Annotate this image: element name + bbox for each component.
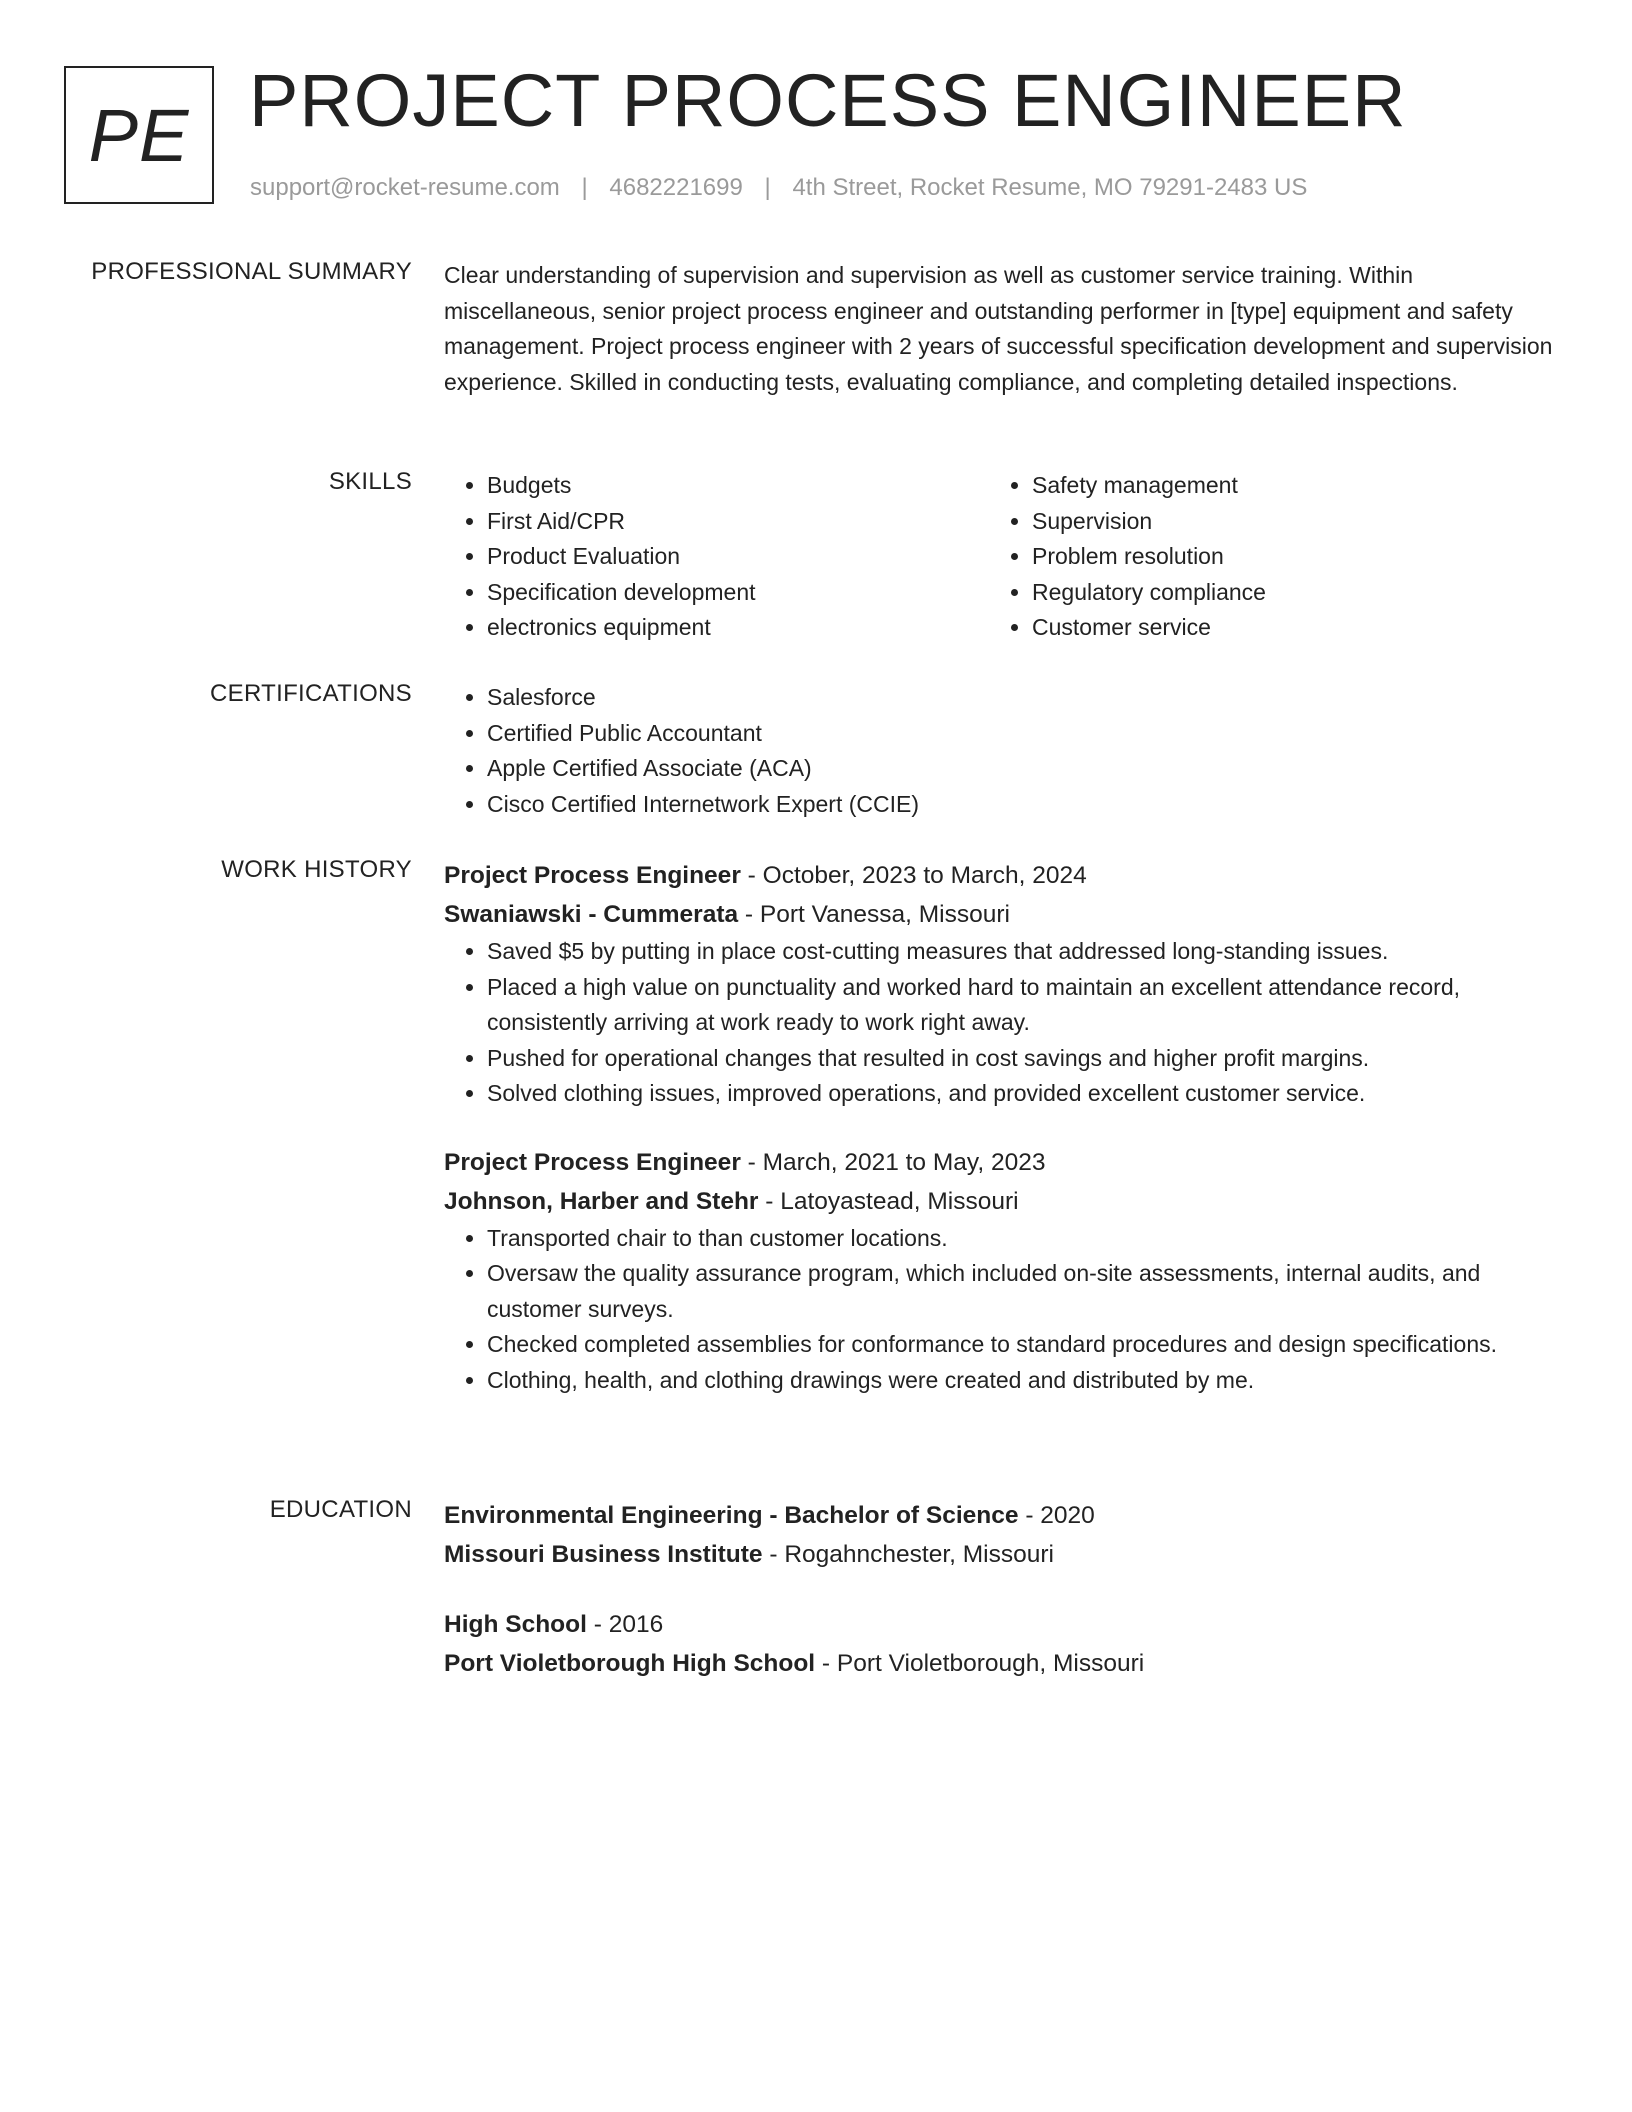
education-degree: Environmental Engineering - Bachelor of Science — [444, 1502, 1019, 1529]
education-school: Port Violetborough High School — [444, 1650, 816, 1677]
skill-item: • Safety management — [1032, 468, 1534, 504]
skill-item: • Specification development — [487, 575, 989, 611]
job-duty: • Placed a high value on punctuality and worked hard to maintain an excellent attendance record, consistently arriving at work ready to work right away. — [487, 970, 1554, 1041]
skill-item: • electronics equipment — [487, 610, 989, 646]
job-duties-list — [444, 934, 1554, 1112]
education-location: - Rogahnchester, Missouri — [762, 1541, 1054, 1568]
job-dates: - March, 2021 to May, 2023 — [740, 1148, 1046, 1176]
job-duty: • Clothing, health, and clothing drawings were created and distributed by me. — [487, 1363, 1554, 1399]
certification-item: • Apple Certified Associate (ACA) — [487, 751, 1554, 787]
education-school-line — [444, 1535, 1554, 1574]
education-year: - 2016 — [586, 1611, 664, 1638]
skill-item: • Budgets — [487, 468, 989, 504]
skill-item: • Customer service — [1032, 610, 1534, 646]
job-company: Swaniawski - Cummerata — [444, 901, 739, 928]
skill-item: • First Aid/CPR — [487, 504, 989, 540]
summary-text: Clear understanding of supervision and supervision as well as customer service training. Within miscellaneous, senior project process engineer and outstanding performer in [type] equipment and safety management. Project process engineer with 2 years of successful specification development and supervision experience. Skilled in conducting tests, evaluating compliance, and completing detailed inspections. — [444, 262, 1553, 395]
job-company-line — [444, 1182, 1554, 1221]
skills-list-left — [444, 468, 989, 646]
skill-item: • Problem resolution — [1032, 539, 1534, 575]
education-degree-line — [444, 1605, 1554, 1644]
skill-item: • Regulatory compliance — [1032, 575, 1534, 611]
section-title-certifications: CERTIFICATIONS — [210, 680, 412, 707]
skill-item: • Product Evaluation — [487, 539, 989, 575]
certification-item: • Certified Public Accountant — [487, 716, 1554, 752]
job-location: - Port Vanessa, Missouri — [738, 901, 1010, 928]
education-degree-line — [444, 1496, 1554, 1535]
contact-email: support@rocket-resume.com — [250, 174, 560, 201]
section-title-work-history: WORK HISTORY — [221, 856, 412, 883]
job-title-line — [444, 856, 1554, 895]
job-duty: • Solved clothing issues, improved operations, and provided excellent customer service. — [487, 1076, 1554, 1112]
job-duty: • Checked completed assemblies for conformance to standard procedures and design specifications. — [487, 1327, 1554, 1363]
skill-item: • Supervision — [1032, 504, 1534, 540]
job-title-line — [444, 1143, 1554, 1182]
job-entry — [444, 856, 1554, 1112]
certification-item: • Cisco Certified Internetwork Expert (CCIE) — [487, 787, 1554, 823]
skills-list-right — [989, 468, 1534, 646]
contact-phone: 4682221699 — [609, 174, 743, 201]
job-duty: • Transported chair to than customer locations. — [487, 1221, 1554, 1257]
section-title-summary: PROFESSIONAL SUMMARY — [91, 258, 412, 285]
job-role: Project Process Engineer — [444, 1148, 741, 1176]
job-duty: • Oversaw the quality assurance program, which included on-site assessments, internal audits, and customer surveys. — [487, 1256, 1554, 1327]
summary-body — [444, 258, 1554, 400]
job-location: - Latoyastead, Missouri — [758, 1187, 1019, 1215]
education-entry — [444, 1605, 1554, 1683]
job-duties-list — [444, 1221, 1554, 1399]
job-duty: • Saved $5 by putting in place cost-cutting measures that addressed long-standing issues. — [487, 934, 1554, 970]
contact-separator: | — [764, 174, 771, 201]
contact-address: 4th Street, Rocket Resume, MO 79291-2483 US — [792, 174, 1308, 201]
skills-grid — [444, 468, 1554, 646]
job-company-line — [444, 895, 1554, 934]
work-history-body — [444, 856, 1554, 1398]
education-year: - 2020 — [1018, 1502, 1095, 1529]
education-degree: High School — [444, 1611, 587, 1638]
certifications-body — [444, 680, 1554, 822]
education-school: Missouri Business Institute — [444, 1541, 763, 1568]
monogram-box — [64, 66, 214, 204]
job-dates: - October, 2023 to March, 2024 — [740, 862, 1087, 889]
job-role: Project Process Engineer — [444, 862, 741, 889]
education-location: - Port Violetborough, Missouri — [815, 1650, 1145, 1677]
education-school-line — [444, 1644, 1554, 1683]
education-body — [444, 1496, 1554, 1683]
job-company: Johnson, Harber and Stehr — [444, 1187, 759, 1215]
monogram-initials: PE — [88, 93, 190, 177]
job-entry — [444, 1143, 1554, 1399]
candidate-name: PROJECT PROCESS ENGINEER — [249, 59, 1407, 142]
contact-line — [250, 174, 1307, 202]
certifications-list — [444, 680, 1554, 822]
contact-separator: | — [581, 174, 588, 201]
education-entry — [444, 1496, 1554, 1574]
section-title-education: EDUCATION — [269, 1496, 412, 1523]
section-title-skills: SKILLS — [328, 468, 412, 495]
job-duty: • Pushed for operational changes that resulted in cost savings and higher profit margins. — [487, 1041, 1554, 1077]
certification-item: • Salesforce — [487, 680, 1554, 716]
